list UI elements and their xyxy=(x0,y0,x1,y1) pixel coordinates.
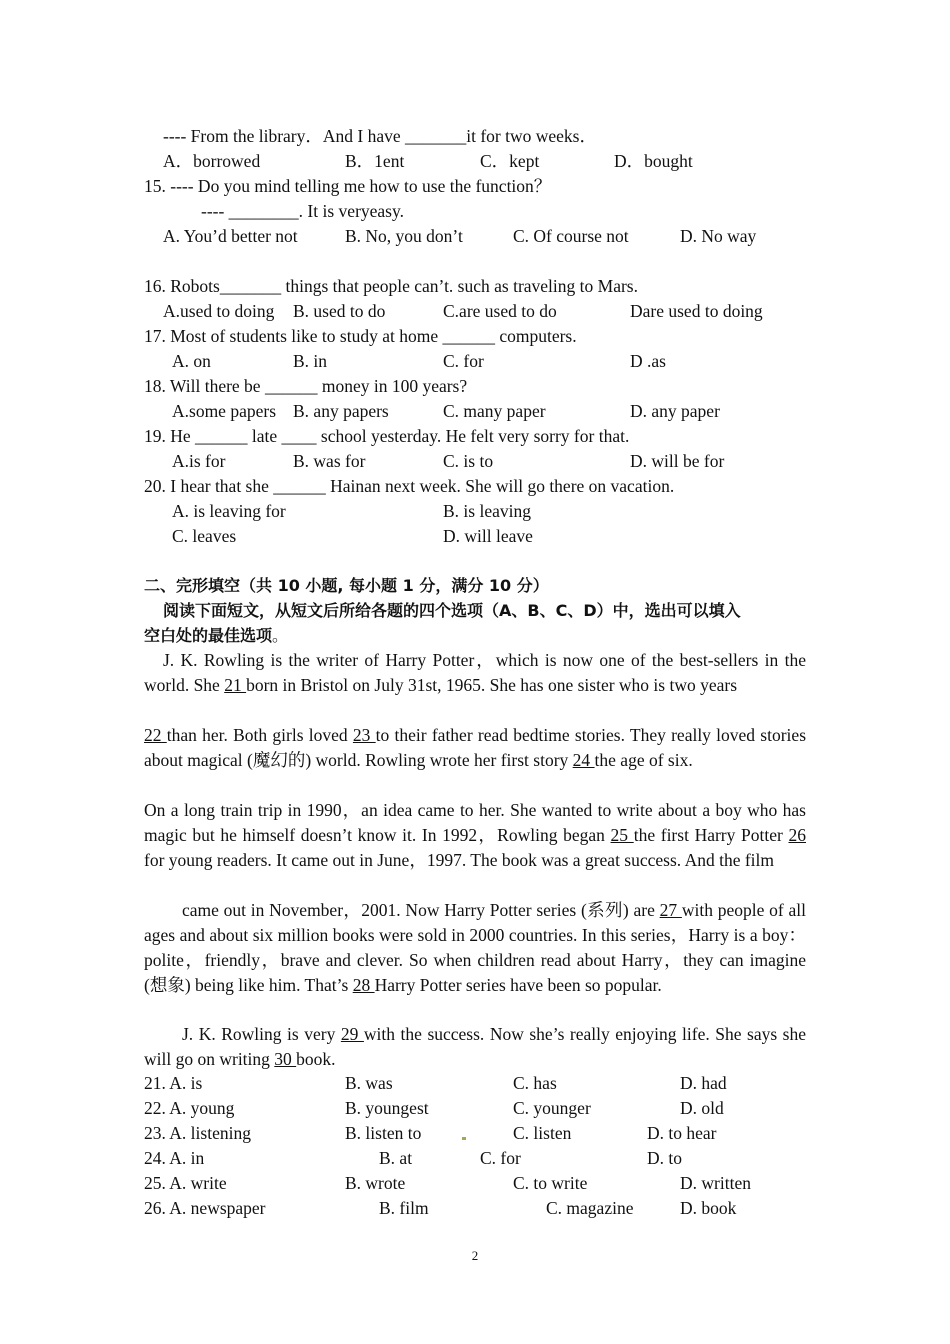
q16-question: 16. Robots_______ things that people can’t. such as traveling to Mars. xyxy=(144,276,638,296)
q19-option-c: C. is to xyxy=(443,451,494,471)
q18-option-d: D. any paper xyxy=(630,401,720,421)
blank-25: 25 xyxy=(610,825,634,845)
blank-30: 30 xyxy=(274,1049,297,1069)
option-21-a: 21. A. is xyxy=(144,1073,203,1093)
q18-option-a: A.some papers xyxy=(172,401,277,421)
option-22-a: 22. A. young xyxy=(144,1098,235,1118)
blank-22: 22 xyxy=(144,725,167,745)
q17-option-a: A. on xyxy=(172,351,211,371)
q18-question: 18. Will there be ______ money in 100 years? xyxy=(144,376,468,396)
q14-option-b: B．1ent xyxy=(345,151,405,171)
option-24-b: B. at xyxy=(379,1148,413,1168)
passage-text: the first Harry Potter xyxy=(633,825,789,845)
q19-question: 19. He ______ late ____ school yesterday. He felt very sorry for that. xyxy=(144,426,630,446)
passage-text: than her. Both girls loved xyxy=(166,725,353,745)
q14-option-c: C．kept xyxy=(480,151,540,171)
passage-text: with the success. Now she’s really enjoying life. She says she will go on writing xyxy=(144,1024,807,1069)
passage-text: born in Bristol on July 31st, 1965. She has one sister who is two years xyxy=(246,675,738,695)
blank-29: 29 xyxy=(340,1024,364,1044)
q18-option-c: C. many paper xyxy=(443,401,546,421)
passage-text: On a long train trip in 1990，an idea came to her. She wanted to write about a boy who has magic but he himself doesn’t know it. In 1992，Rowling began xyxy=(144,800,806,845)
q17-option-b: B. in xyxy=(293,351,328,371)
passage-text: came out in November，2001. Now Harry Potter series (系列) are xyxy=(182,900,660,920)
passage-text: with people of all ages and about six million books were sold in 2000 countries. In this series，Harry is a boy：polite，friendly，brave and clever. So when children read about Harry，they can imagine (想象) being like him. That’s xyxy=(144,900,806,995)
option-24-a: 24. A. in xyxy=(144,1148,205,1168)
section2-instruction-line1: 阅读下面短文，从短文后所给各题的四个选项（A、B、C、D）中，选出可以填入 xyxy=(163,601,741,620)
option-26-a: 26. A. newspaper xyxy=(144,1198,266,1218)
passage-text: the age of six. xyxy=(594,750,693,770)
passage-text: book. xyxy=(296,1049,336,1069)
stray-mark xyxy=(462,1137,466,1140)
q15-option-a: A. You’d better not xyxy=(163,226,298,246)
q15-reply: ---- ________. It is veryeasy. xyxy=(201,201,404,221)
section2-instruction-text: 空白处的最佳选项 xyxy=(144,626,273,645)
q15-option-b: B. No, you don’t xyxy=(345,226,463,246)
q19-option-b: B. was for xyxy=(293,451,366,471)
option-24-d: D. to xyxy=(647,1148,682,1168)
option-21-c: C. has xyxy=(513,1073,557,1093)
q14-option-d: D．bought xyxy=(614,151,693,171)
q17-option-c: C. for xyxy=(443,351,484,371)
q17-question: 17. Most of students like to study at home ______ computers. xyxy=(144,326,577,346)
option-26-c: C. magazine xyxy=(546,1198,634,1218)
q20-option-c: C. leaves xyxy=(172,526,237,546)
q20-question: 20. I hear that she ______ Hainan next week. She will go there on vacation. xyxy=(144,476,675,496)
q15-question: 15. ---- Do you mind telling me how to use the function？ xyxy=(144,176,552,196)
option-21-d: D. had xyxy=(680,1073,727,1093)
option-23-d: D. to hear xyxy=(647,1123,717,1143)
blank-28: 28 xyxy=(352,975,375,995)
q14-answer-line: ---- From the library．And I have _______it for two weeks． xyxy=(163,126,597,146)
q16-option-b: B. used to do xyxy=(293,301,386,321)
passage-text: J. K. Rowling is very xyxy=(182,1024,341,1044)
section2-instruction-period: 。 xyxy=(272,626,289,645)
section2-instruction-line2 xyxy=(144,623,288,648)
option-23-b: B. listen to xyxy=(345,1123,422,1143)
option-22-b: B. youngest xyxy=(345,1098,429,1118)
section2-heading: 二、完形填空（共 10 小题, 每小题 1 分，满分 10 分） xyxy=(144,576,549,595)
option-23-a: 23. A. listening xyxy=(144,1123,251,1143)
passage-paragraph-5 xyxy=(144,1022,806,1072)
passage-text: J. K. Rowling is the writer of Harry Potter，which is now one of the best-sellers in the world. She xyxy=(144,650,806,695)
q20-option-a: A. is leaving for xyxy=(172,501,286,521)
passage-text: for young readers. It came out in June，1997. The book was a great success. And the film xyxy=(144,850,774,870)
option-21-b: B. was xyxy=(345,1073,393,1093)
option-22-d: D. old xyxy=(680,1098,724,1118)
option-25-c: C. to write xyxy=(513,1173,588,1193)
q15-option-d: D. No way xyxy=(680,226,757,246)
option-25-d: D. written xyxy=(680,1173,751,1193)
q20-option-d: D. will leave xyxy=(443,526,533,546)
blank-21: 21 xyxy=(224,675,247,695)
option-23-c: C. listen xyxy=(513,1123,572,1143)
passage-paragraph-4 xyxy=(144,898,806,998)
option-24-c: C. for xyxy=(480,1148,521,1168)
q18-option-b: B. any papers xyxy=(293,401,389,421)
q16-option-d: Dare used to doing xyxy=(630,301,763,321)
passage-paragraph-3 xyxy=(144,798,806,873)
passage-text: to their father read bedtime stories. They really loved stories about magical (魔幻的) world. Rowling wrote her first story xyxy=(144,725,806,770)
passage-paragraph-1 xyxy=(144,648,806,698)
q16-option-c: C.are used to do xyxy=(443,301,557,321)
blank-27: 27 xyxy=(659,900,682,920)
q15-option-c: C. Of course not xyxy=(513,226,629,246)
page-number: 2 xyxy=(471,1248,479,1263)
blank-24: 24 xyxy=(572,750,595,770)
option-26-d: D. book xyxy=(680,1198,737,1218)
option-25-b: B. wrote xyxy=(345,1173,406,1193)
blank-23: 23 xyxy=(352,725,376,745)
q14-option-a: A．borrowed xyxy=(163,151,261,171)
blank-26: 26 xyxy=(788,825,806,845)
q16-option-a: A.used to doing xyxy=(163,301,275,321)
option-25-a: 25. A. write xyxy=(144,1173,227,1193)
q19-option-a: A.is for xyxy=(172,451,226,471)
option-26-b: B. film xyxy=(379,1198,429,1218)
passage-paragraph-2 xyxy=(144,723,806,773)
q20-option-b: B. is leaving xyxy=(443,501,531,521)
option-22-c: C. younger xyxy=(513,1098,591,1118)
q19-option-d: D. will be for xyxy=(630,451,725,471)
q17-option-d: D .as xyxy=(630,351,666,371)
passage-text: Harry Potter series have been so popular. xyxy=(374,975,662,995)
